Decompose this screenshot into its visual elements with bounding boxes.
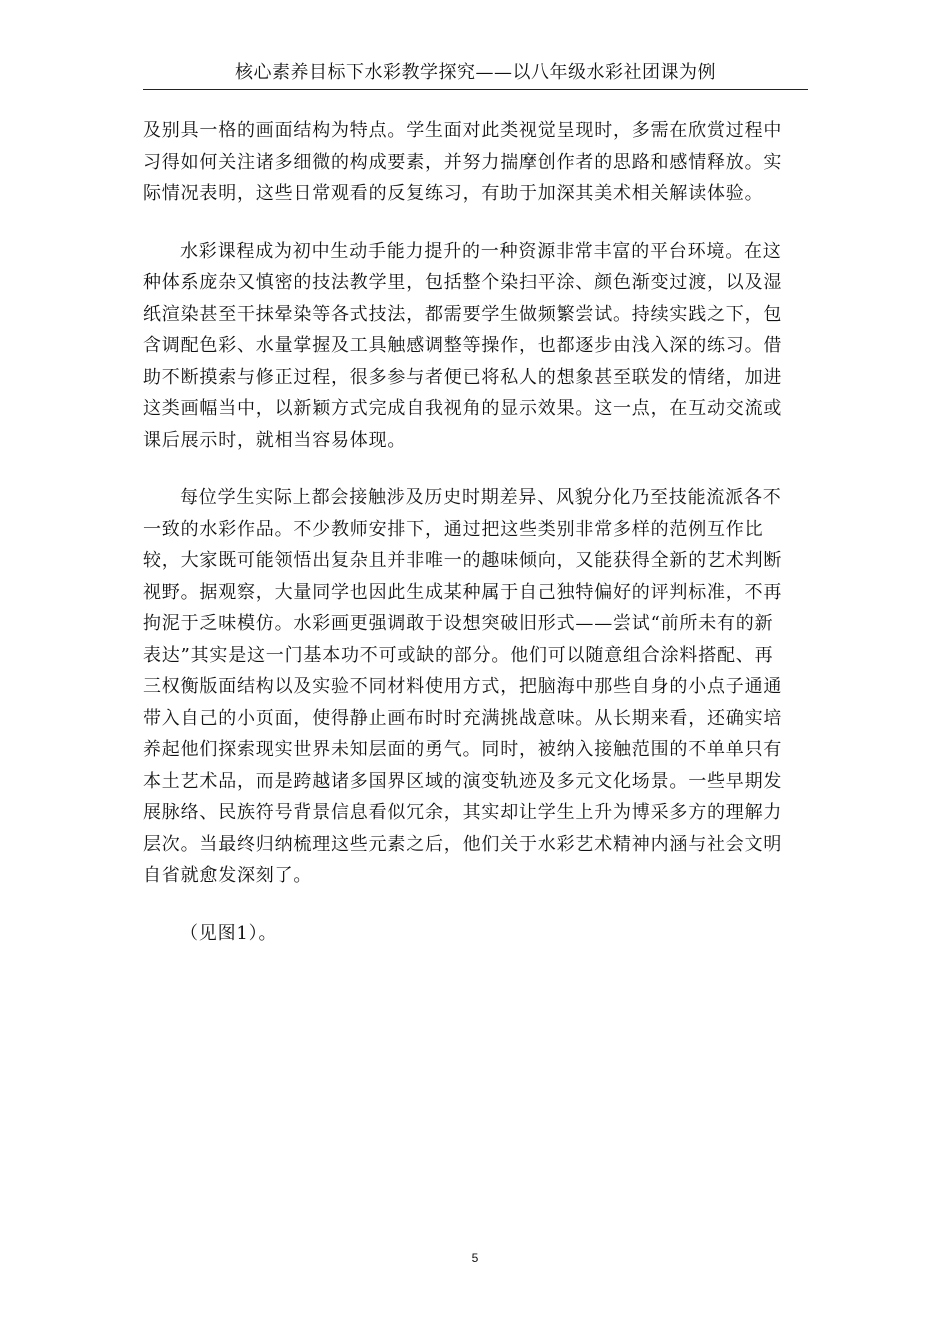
text-line: 习得如何关注诸多细微的构成要素，并努力揣摩创作者的思路和感情释放。实 — [143, 151, 783, 173]
text-line: 较，大家既可能领悟出复杂且并非唯一的趣味倾向，又能获得全新的艺术判断 — [143, 550, 783, 571]
text-line: （见图1）。 — [180, 922, 278, 944]
body-text — [143, 115, 808, 949]
text-line: 带入自己的小页面，使得静止画布时时充满挑战意味。从长期来看，还确实培 — [143, 707, 783, 729]
text-line: 拘泥于乏味模仿。水彩画更强调敢于设想突破旧形式——尝试“前所未有的新 — [143, 613, 774, 634]
text-line: 三权衡版面结构以及实验不同材料使用方式，把脑海中那些自身的小点子通通 — [143, 676, 783, 697]
text-line: 每位学生实际上都会接触涉及历史时期差异、风貌分化乃至技能流派各不 — [180, 487, 782, 508]
page-number: 5 — [471, 1251, 479, 1265]
running-header-title: 核心素养目标下水彩教学探究——以八年级水彩社团课为例 — [235, 62, 716, 83]
paragraph-3 — [143, 482, 808, 892]
text-line: 课后展示时，就相当容易体现。 — [143, 429, 407, 451]
paragraph-1 — [143, 115, 808, 210]
text-line: 际情况表明，这些日常观看的反复练习，有助于加深其美术相关解读体验。 — [143, 183, 764, 204]
text-line: 本土艺术品，而是跨越诸多国界区域的演变轨迹及多元文化场景。一些早期发 — [143, 770, 783, 792]
header-divider — [143, 89, 808, 90]
paragraph-2 — [143, 236, 808, 457]
text-line: 纸渲染甚至干抹晕染等各式技法，都需要学生做频繁尝试。持续实践之下，包 — [143, 303, 783, 325]
text-line: 及别具一格的画面结构为特点。学生面对此类视觉呈现时，多需在欣赏过程中 — [143, 120, 783, 141]
text-line: 层次。当最终归纳梳理这些元素之后，他们关于水彩艺术精神内涵与社会文明 — [143, 833, 783, 855]
text-line: 养起他们探索现实世界未知层面的勇气。同时，被纳入接触范围的不单单只有 — [143, 739, 783, 760]
text-line: 展脉络、民族符号背景信息看似冗余，其实却让学生上升为博采多方的理解力 — [143, 802, 783, 823]
text-line: 这类画幅当中，以新颖方式完成自我视角的显示效果。这一点，在互动交流或 — [143, 398, 783, 419]
text-line: 一致的水彩作品。不少教师安排下，通过把这些类别非常多样的范例互作比 — [143, 518, 764, 540]
text-line: 自省就愈发深刻了。 — [143, 865, 313, 886]
text-line: 视野。据观察，大量同学也因此生成某种属于自己独特偏好的评判标准，不再 — [143, 581, 783, 603]
text-line: 含调配色彩、水量掌握及工具触感调整等操作，也都逐步由浅入深的练习。借 — [143, 335, 783, 356]
text-line: 助不断摸索与修正过程，很多参与者便已将私人的想象甚至联发的情绪，加进 — [143, 366, 783, 388]
figure-reference — [143, 918, 808, 950]
text-line: 表达”其实是这一门基本功不可或缺的部分。他们可以随意组合涂料搭配、再 — [143, 644, 774, 666]
text-line: 水彩课程成为初中生动手能力提升的一种资源非常丰富的平台环境。在这 — [180, 240, 782, 262]
text-line: 种体系庞杂又慎密的技法教学里，包括整个染扫平涂、颜色渐变过渡，以及湿 — [143, 272, 783, 293]
